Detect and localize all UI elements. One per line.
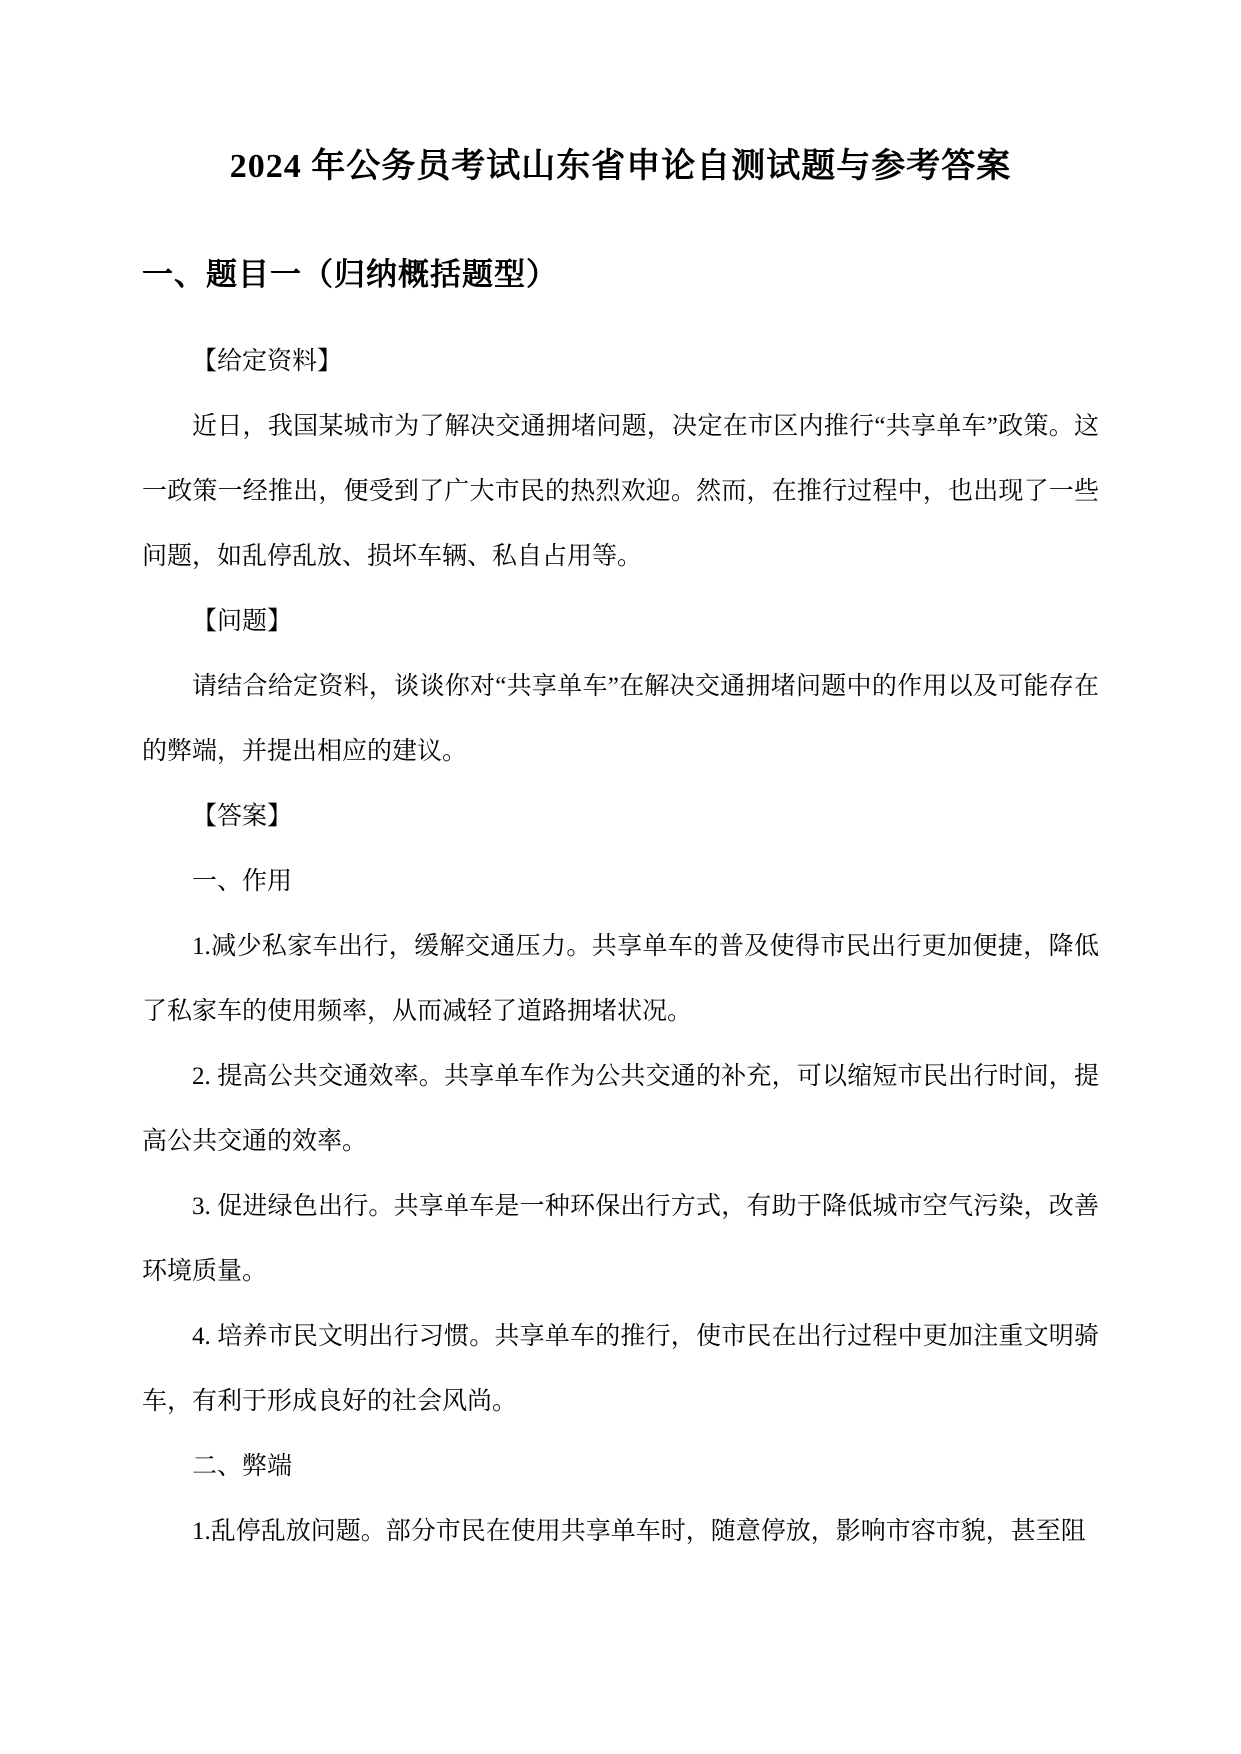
document-body <box>142 329 1099 1564</box>
label-question: 【问题】 <box>192 608 293 635</box>
answer-drawback-point-1: 1.乱停乱放问题。部分市民在使用共享单车时，随意停放，影响市容市貌，甚至阻 <box>192 1518 1086 1545</box>
answer-role-point-4: 4. 培养市民文明出行习惯。共享单车的推行，使市民在出行过程中更加注重文明骑车，有利于形成良好的社会风尚。 <box>142 1323 1099 1415</box>
para-question: 请结合给定资料，谈谈你对“共享单车”在解决交通拥堵问题中的作用以及可能存在的弊端，并提出相应的建议。 <box>142 673 1099 765</box>
answer-role-point-2: 2. 提高公共交通效率。共享单车作为公共交通的补充，可以缩短市民出行时间，提高公共交通的效率。 <box>142 1063 1099 1155</box>
subheading-role: 一、作用 <box>192 868 293 895</box>
document-title: 2024 年公务员考试山东省申论自测试题与参考答案 <box>229 148 1012 185</box>
section-heading-question-one: 一、题目一（归纳概括题型） <box>142 257 558 292</box>
answer-role-point-3: 3. 促进绿色出行。共享单车是一种环保出行方式，有助于降低城市空气污染，改善环境质量。 <box>142 1193 1099 1285</box>
subheading-drawbacks: 二、弊端 <box>192 1453 293 1480</box>
label-given-materials: 【给定资料】 <box>192 348 343 375</box>
para-given-materials: 近日，我国某城市为了解决交通拥堵问题，决定在市区内推行“共享单车”政策。这一政策一经推出，便受到了广大市民的热烈欢迎。然而，在推行过程中，也出现了一些问题，如乱停乱放、损坏车辆、私自占用等。 <box>142 413 1099 570</box>
label-answer: 【答案】 <box>192 803 293 830</box>
answer-role-point-1: 1.减少私家车出行，缓解交通压力。共享单车的普及使得市民出行更加便捷，降低了私家车的使用频率，从而减轻了道路拥堵状况。 <box>142 933 1099 1025</box>
